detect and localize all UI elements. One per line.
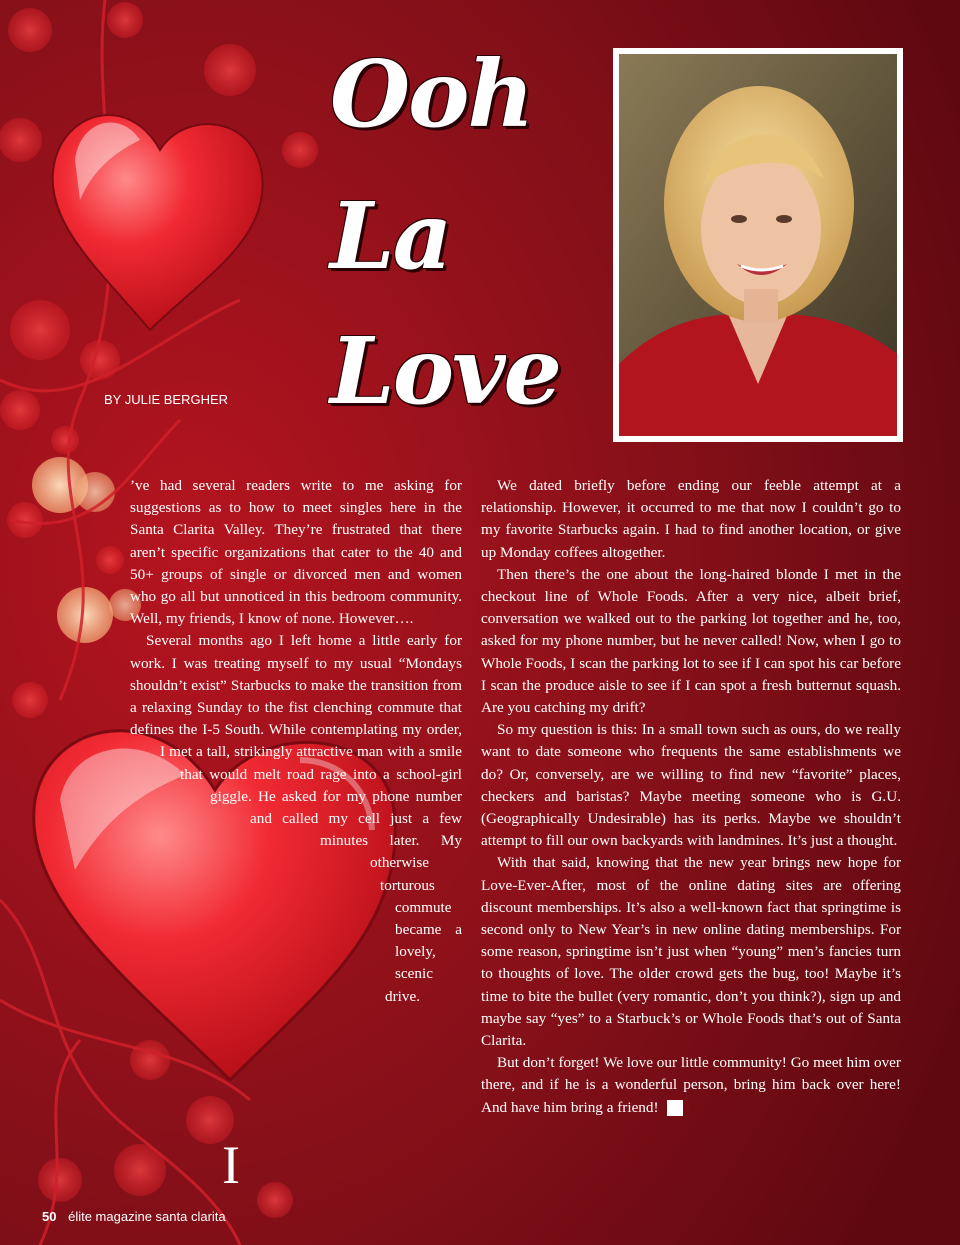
publication-name: élite magazine santa clarita: [68, 1209, 226, 1224]
page-number: 50: [42, 1209, 57, 1224]
right-paragraph-2: Then there’s the one about the long-haired blonde I met in the checkout line of Whole Foods. After a very nice, albeit brief, conversation we walked out to the parking lot together and he, too, asked for my phone number, but he never called! Now, when I go to Whole Foods, I scan the parking lot to see if I can spot his car before I scan the produce aisle to see if I can spot a fresh butternut squash. Are you catching my drift?: [481, 565, 901, 717]
left-column: [130, 475, 462, 1195]
byline: BY JULIE BERGHER: [104, 392, 229, 407]
right-paragraph-4: With that said, knowing that the new year brings new hope for Love-Ever-After, most of the online dating sites are offering discount memberships. It’s also a well-known fact that springtime is second only to New Year’s in new online dating memberships. For some reason, springtime isn’t just when “young” men’s fancies turn to thoughts of love. The older crowd gets the bug, too! Maybe it’s time to bite the bullet (very romantic, don’t you think?), sign up and maybe say “yes” to a Starbuck’s or Whole Foods that’s out of Santa Clarita.: [481, 854, 901, 1050]
author-photo: [619, 54, 897, 436]
right-paragraph-3: So my question is this: In a small town such as ours, do we really want to date someone who frequents the same establishments we do? Or, conversely, are we willing to find new “favorite” places, checkers and baristas? Maybe meeting someone who is G.U. (Geographically Undesirable) has its perks. Maybe we shouldn’t attempt to fill our own backyards with landmines. It’s just a thought.: [481, 721, 901, 850]
title-word-la: La: [330, 182, 451, 290]
drop-cap: I: [222, 1134, 240, 1195]
right-paragraph-5-text: But don’t forget! We love our little community! Go meet him over there, and if he is a wonderful person, bring him back over here! And have him bring a friend!: [481, 1054, 901, 1116]
author-photo-frame: [613, 48, 903, 442]
left-paragraph-1-text: ’ve had several readers write to me asking for suggestions as to how to meet singles here in the Santa Clarita Valley. They’re frustrated that there aren’t specific organizations that cater to the 40 and 50+ groups of single or divorced men and women who go all but unnoticed in this bedroom community. Well, my friends, I know of none. However….: [130, 477, 462, 628]
left-paragraph-2: Several months ago I left home a little early for work. I was treating myself to my usual “Mondays shouldn’t exist” Starbucks to make the transition from a relaxing Sunday to the fist clenching commute that defines the I-5 South. While contemplating my order, I met a tall, strikingly attractive man with a smile that would melt road rage into a school-girl giggle. He asked for my phone number and called my cell just a few minutes later. My otherwise torturous commute became a lovely, scenic drive.: [130, 632, 462, 1005]
page-footer: [42, 1209, 226, 1224]
right-paragraph-1: We dated briefly before ending our feeble attempt at a relationship. However, it occurred to me that now I couldn’t go to my favorite Starbucks again. I had to find another location, or give up Monday coffees altogether.: [481, 477, 901, 561]
right-paragraph-5: [481, 1052, 901, 1119]
end-mark-icon: é: [667, 1100, 683, 1116]
right-column: [481, 475, 901, 1119]
title-word-love: Love: [330, 317, 561, 425]
title-word-ooh: Ooh: [330, 40, 533, 148]
